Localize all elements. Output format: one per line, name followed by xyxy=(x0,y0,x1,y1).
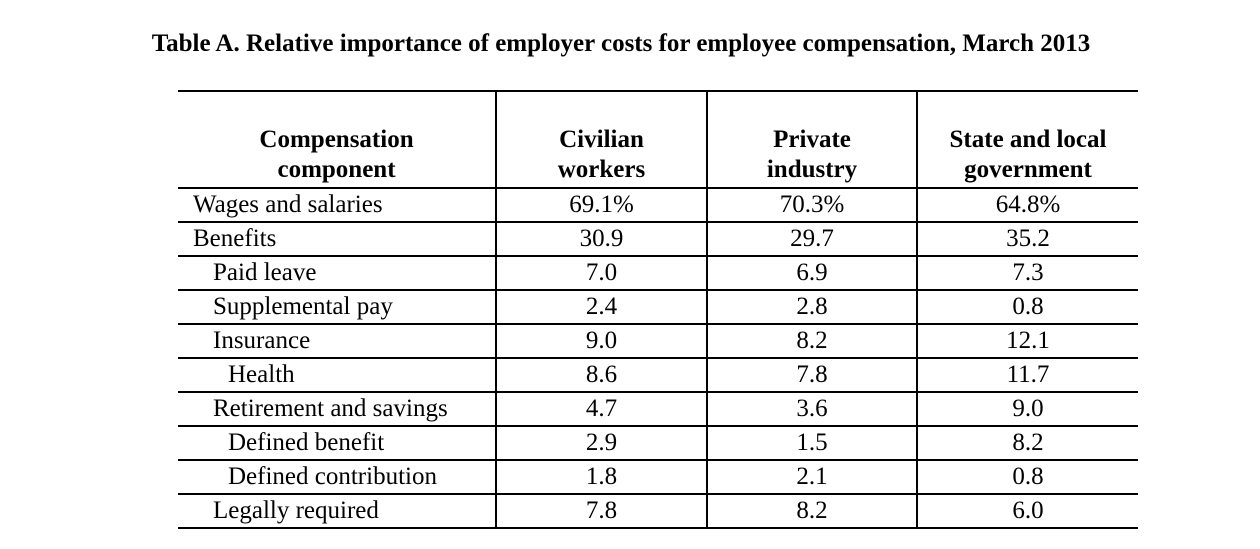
header-line: industry xyxy=(766,156,858,183)
private-industry-value: 70.3% xyxy=(707,188,917,222)
table-row xyxy=(178,256,1138,290)
state-local-government-value: 8.2 xyxy=(917,426,1138,460)
state-local-government-value: 0.8 xyxy=(917,290,1138,324)
civilian-workers-value: 30.9 xyxy=(496,222,707,256)
civilian-workers-value: 8.6 xyxy=(496,358,707,392)
table-body xyxy=(178,188,1138,528)
private-industry-value: 7.8 xyxy=(707,358,917,392)
table-row xyxy=(178,494,1138,528)
table-row xyxy=(178,324,1138,358)
civilian-workers-value: 69.1% xyxy=(496,188,707,222)
row-label: Insurance xyxy=(178,324,496,358)
table-row xyxy=(178,392,1138,426)
civilian-workers-value: 2.4 xyxy=(496,290,707,324)
state-local-government-value: 7.3 xyxy=(917,256,1138,290)
header-civilian-workers xyxy=(496,91,707,188)
private-industry-value: 2.8 xyxy=(707,290,917,324)
civilian-workers-value: 9.0 xyxy=(496,324,707,358)
civilian-workers-value: 1.8 xyxy=(496,460,707,494)
table-header xyxy=(178,91,1138,188)
civilian-workers-value: 7.0 xyxy=(496,256,707,290)
compensation-table xyxy=(178,90,1138,529)
table-row xyxy=(178,188,1138,222)
header-private-industry xyxy=(707,91,917,188)
state-local-government-value: 11.7 xyxy=(917,358,1138,392)
state-local-government-value: 64.8% xyxy=(917,188,1138,222)
table-row xyxy=(178,222,1138,256)
header-compensation-component xyxy=(178,91,496,188)
row-label: Defined benefit xyxy=(178,426,496,460)
row-label: Paid leave xyxy=(178,256,496,290)
header-line: Compensation xyxy=(259,126,414,153)
header-line: workers xyxy=(557,156,646,183)
civilian-workers-value: 4.7 xyxy=(496,392,707,426)
header-line: Private xyxy=(773,126,851,153)
row-label: Benefits xyxy=(178,222,496,256)
header-line: State and local xyxy=(949,126,1107,153)
state-local-government-value: 9.0 xyxy=(917,392,1138,426)
header-line: government xyxy=(964,156,1092,183)
row-label: Retirement and savings xyxy=(178,392,496,426)
state-local-government-value: 6.0 xyxy=(917,494,1138,528)
private-industry-value: 2.1 xyxy=(707,460,917,494)
header-row xyxy=(178,91,1138,188)
civilian-workers-value: 7.8 xyxy=(496,494,707,528)
header-state-and-local-government xyxy=(917,91,1138,188)
table-row xyxy=(178,426,1138,460)
table-row xyxy=(178,460,1138,494)
table-row xyxy=(178,358,1138,392)
civilian-workers-value: 2.9 xyxy=(496,426,707,460)
private-industry-value: 29.7 xyxy=(707,222,917,256)
row-label: Wages and salaries xyxy=(178,188,496,222)
row-label: Defined contribution xyxy=(178,460,496,494)
private-industry-value: 1.5 xyxy=(707,426,917,460)
private-industry-value: 3.6 xyxy=(707,392,917,426)
state-local-government-value: 35.2 xyxy=(917,222,1138,256)
table-row xyxy=(178,290,1138,324)
header-line: component xyxy=(277,156,396,183)
private-industry-value: 6.9 xyxy=(707,256,917,290)
header-line: Civilian xyxy=(559,126,644,153)
state-local-government-value: 12.1 xyxy=(917,324,1138,358)
private-industry-value: 8.2 xyxy=(707,324,917,358)
private-industry-value: 8.2 xyxy=(707,494,917,528)
row-label: Supplemental pay xyxy=(178,290,496,324)
row-label: Health xyxy=(178,358,496,392)
row-label: Legally required xyxy=(178,494,496,528)
table-title: Table A. Relative importance of employer costs for employee compensation, March 2013 xyxy=(151,30,1091,57)
state-local-government-value: 0.8 xyxy=(917,460,1138,494)
